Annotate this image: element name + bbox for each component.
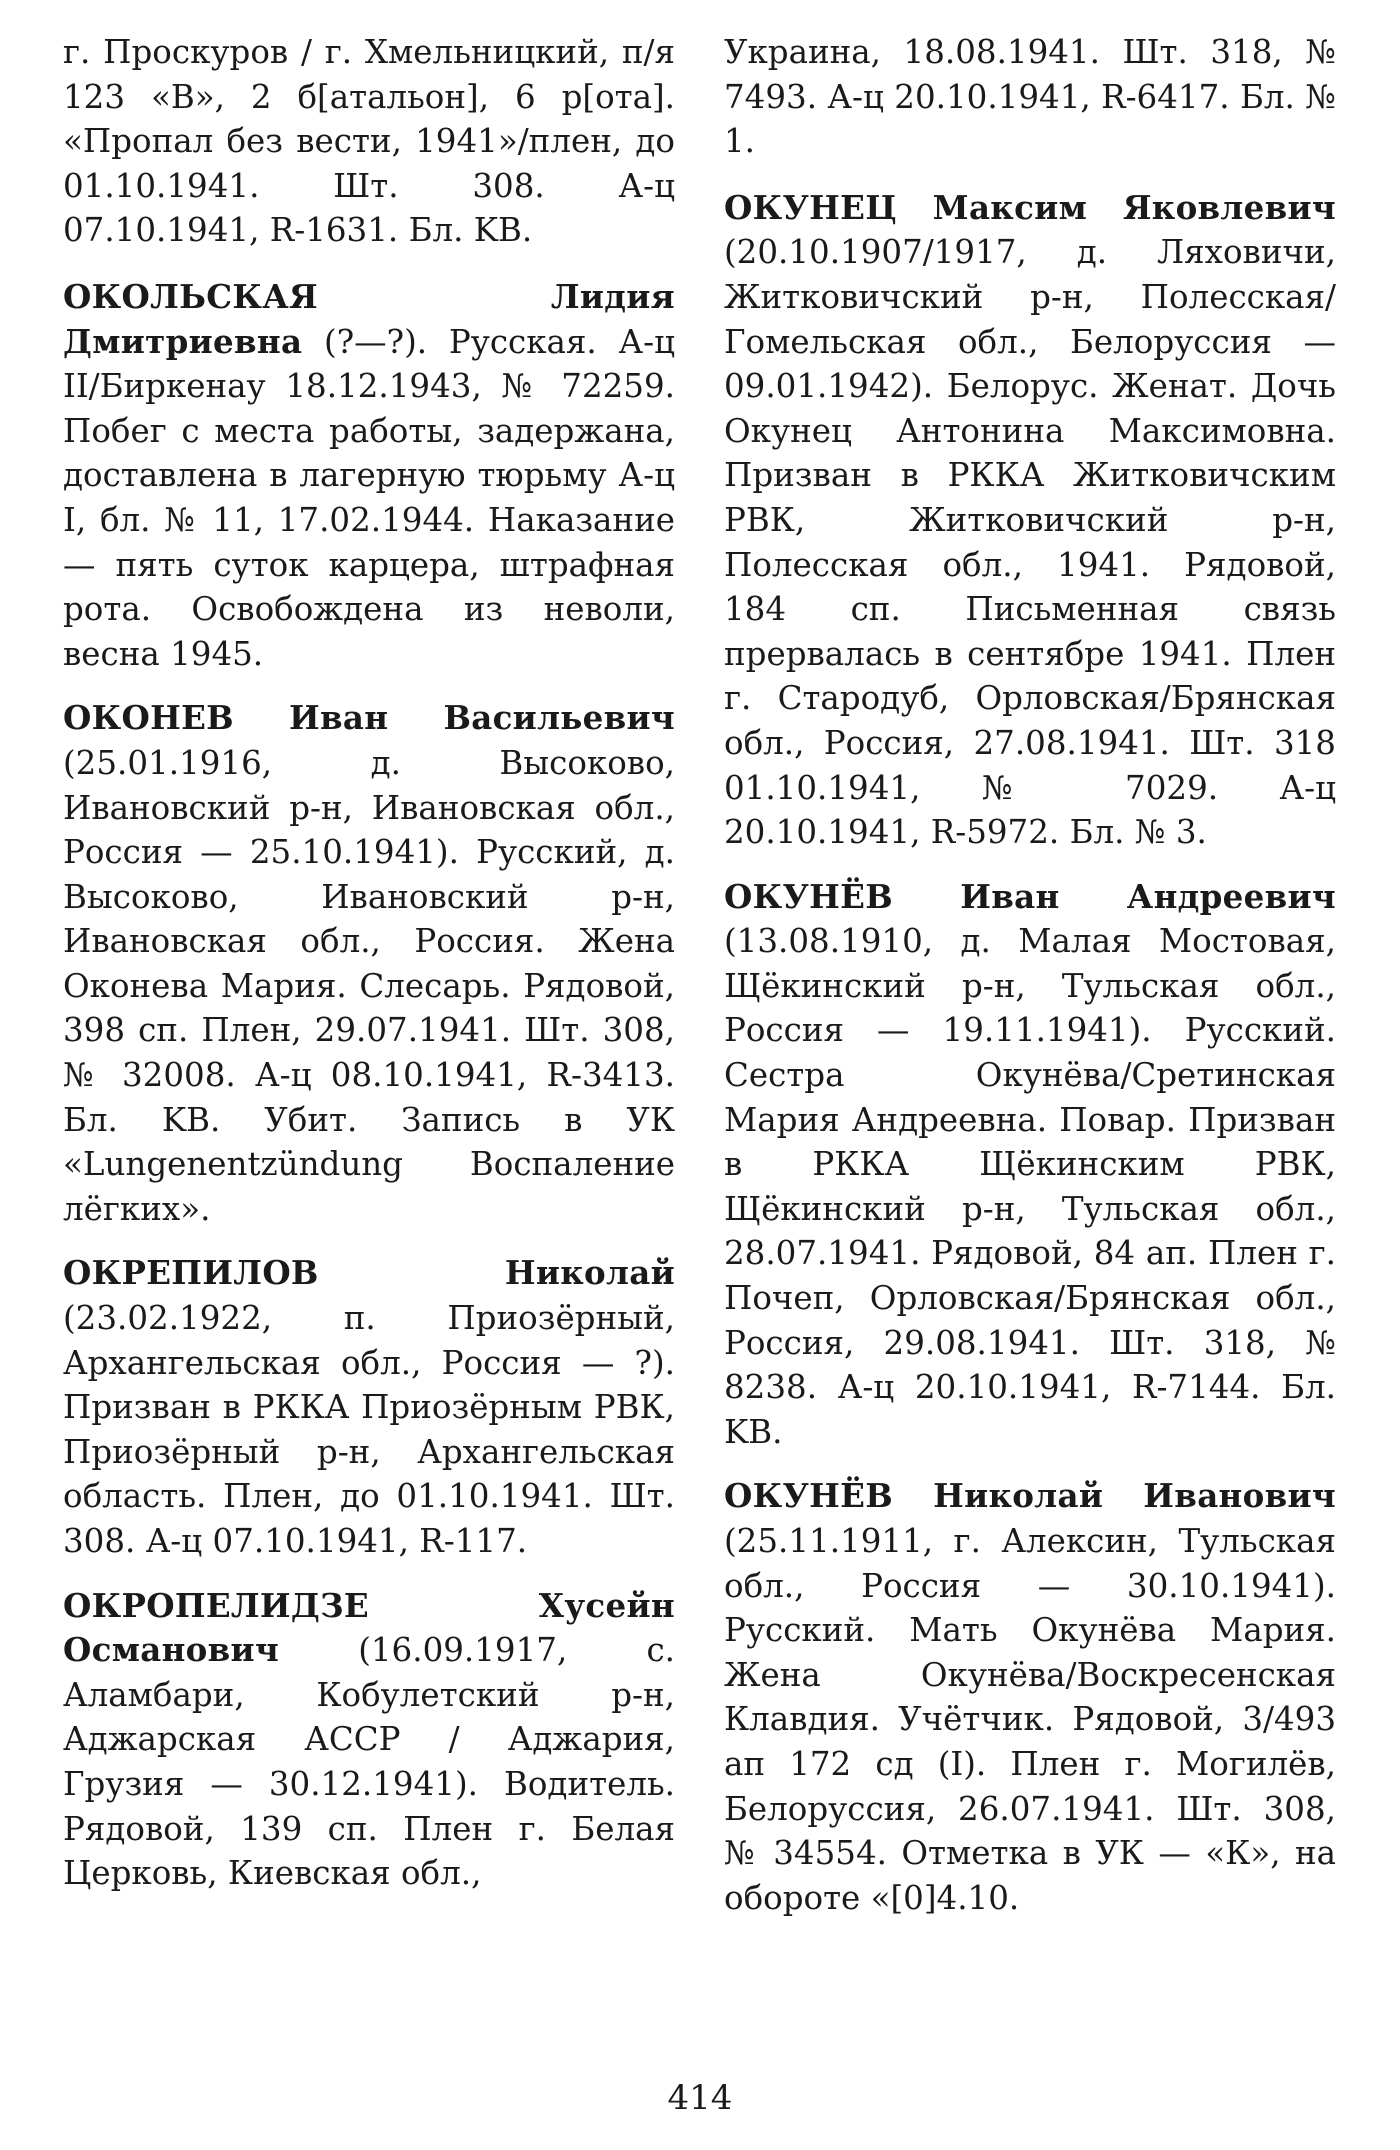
entry-text: (16.09.1917, с. Аламбари, Кобулетский р-н, Аджарская АССР / Аджария, Грузия — 30.12.1941). Водитель. Рядовой, 139 сп. Плен г. Белая Церковь, Киевская обл., — [63, 1631, 675, 1893]
entry-heading: ОКУНЁВ Николай Иванович — [724, 1476, 1336, 1516]
entry-continuation — [63, 30, 675, 253]
entry-heading: ОКОЛЬСКАЯ Лидия Дмитриевна — [63, 276, 675, 361]
entry-heading: ОКУНЁВ Иван Андреевич — [724, 876, 1336, 916]
entry-heading: ОКРОПЕЛИДЗЕ Хусейн Османович — [63, 1585, 675, 1670]
entry-okunev-nikolai — [724, 1474, 1336, 1920]
entry-text: г. Проскуров / г. Хмельницкий, п/я 123 «В», 2 б[атальон], 6 р[ота]. «Пропал без вести, 1941»/плен, до 01.10.1941. Шт. 308. А-ц 07.10.1941, R-1631. Бл. KB. — [63, 33, 675, 250]
entry-okunev-ivan — [724, 875, 1336, 1455]
entry-heading: ОКРЕПИЛОВ Николай — [63, 1253, 675, 1293]
entry-text: (23.02.1922, п. Приозёрный, Архангельская обл., Россия — ?). Призван в РККА Приозёрным РВК, Приозёрный р-н, Архангельская область. Плен, до 01.10.1941. Шт. 308. А-ц 07.10.1941, R-117. — [63, 1299, 675, 1560]
entry-text: (20.10.1907/1917, д. Ляховичи, Житковичский р-н, Полесская/Гомельская обл., Белоруссия — 09.01.1942). Белорус. Женат. Дочь Окунец Антонина Максимовна. Призван в РККА Житковичским РВК, Житковичский р-н, Полесская обл., 1941. Рядовой, 184 сп. Письменная связь прервалась в сентябре 1941. Плен г. Стародуб, Орловская/Брянская обл., Россия, 27.08.1941. Шт. 318 01.10.1941, № 7029. А-ц 20.10.1941, R-5972. Бл. № 3. — [724, 233, 1336, 852]
entry-heading: ОКУНЕЦ Максим Яковлевич — [724, 187, 1336, 227]
page-number: 414 — [667, 2078, 733, 2118]
entry-text: (25.11.1911, г. Алексин, Тульская обл., Россия — 30.10.1941). Русский. Мать Окунёва Мария. Жена Окунёва/Воскресенская Клавдия. Учётчик. Рядовой, 3/493 ап 172 сд (I). Плен г. Могилёв, Белоруссия, 26.07.1941. Шт. 308, № 34554. Отметка в УК — «К», на обороте «[0]4.10. — [724, 1522, 1336, 1917]
left-column — [63, 30, 675, 1916]
entry-okunets — [724, 186, 1336, 855]
entry-okonev — [63, 696, 675, 1231]
entry-heading: ОКОНЕВ Иван Васильевич — [63, 698, 675, 738]
entry-text: Украина, 18.08.1941. Шт. 318, № 7493. А-ц 20.10.1941, R-6417. Бл. № 1. — [724, 33, 1336, 161]
entry-text: (25.01.1916, д. Высоково, Ивановский р-н, Ивановская обл., Россия — 25.10.1941). Русский, д. Высоково, Ивановский р-н, Ивановская обл., Россия. Жена Оконева Мария. Слесарь. Рядовой, 398 сп. Плен, 29.07.1941. Шт. 308, № 32008. А-ц 08.10.1941, R-3413. Бл. KB. Убит. Запись в УК «Lungenentzündung Воспаление лёгких». — [63, 743, 675, 1228]
entry-text: (?—?). Русская. А-ц II/Биркенау 18.12.1943, № 72259. Побег с места работы, задержана, доставлена в лагерную тюрьму А-ц I, бл. № 11, 17.02.1944. Наказание — пять суток карцера, штрафная рота. Освобождена из неволи, весна 1945. — [63, 322, 675, 673]
entry-okolskaya — [63, 275, 675, 676]
right-column — [724, 30, 1336, 1940]
entry-continuation — [724, 30, 1336, 164]
entry-okropelidze — [63, 1584, 675, 1896]
entry-okrepilov — [63, 1251, 675, 1563]
entry-text: (13.08.1910, д. Малая Мостовая, Щёкинский р-н, Тульская обл., Россия — 19.11.1941). Русский. Сестра Окунёва/Сретинская Мария Андреевна. Повар. Призван в РККА Щёкинским РВК, Щёкинский р-н, Тульская обл., 28.07.1941. Рядовой, 84 ап. Плен г. Почеп, Орловская/Брянская обл., Россия, 29.08.1941. Шт. 318, № 8238. А-ц 20.10.1941, R-7144. Бл. KB. — [724, 922, 1336, 1451]
